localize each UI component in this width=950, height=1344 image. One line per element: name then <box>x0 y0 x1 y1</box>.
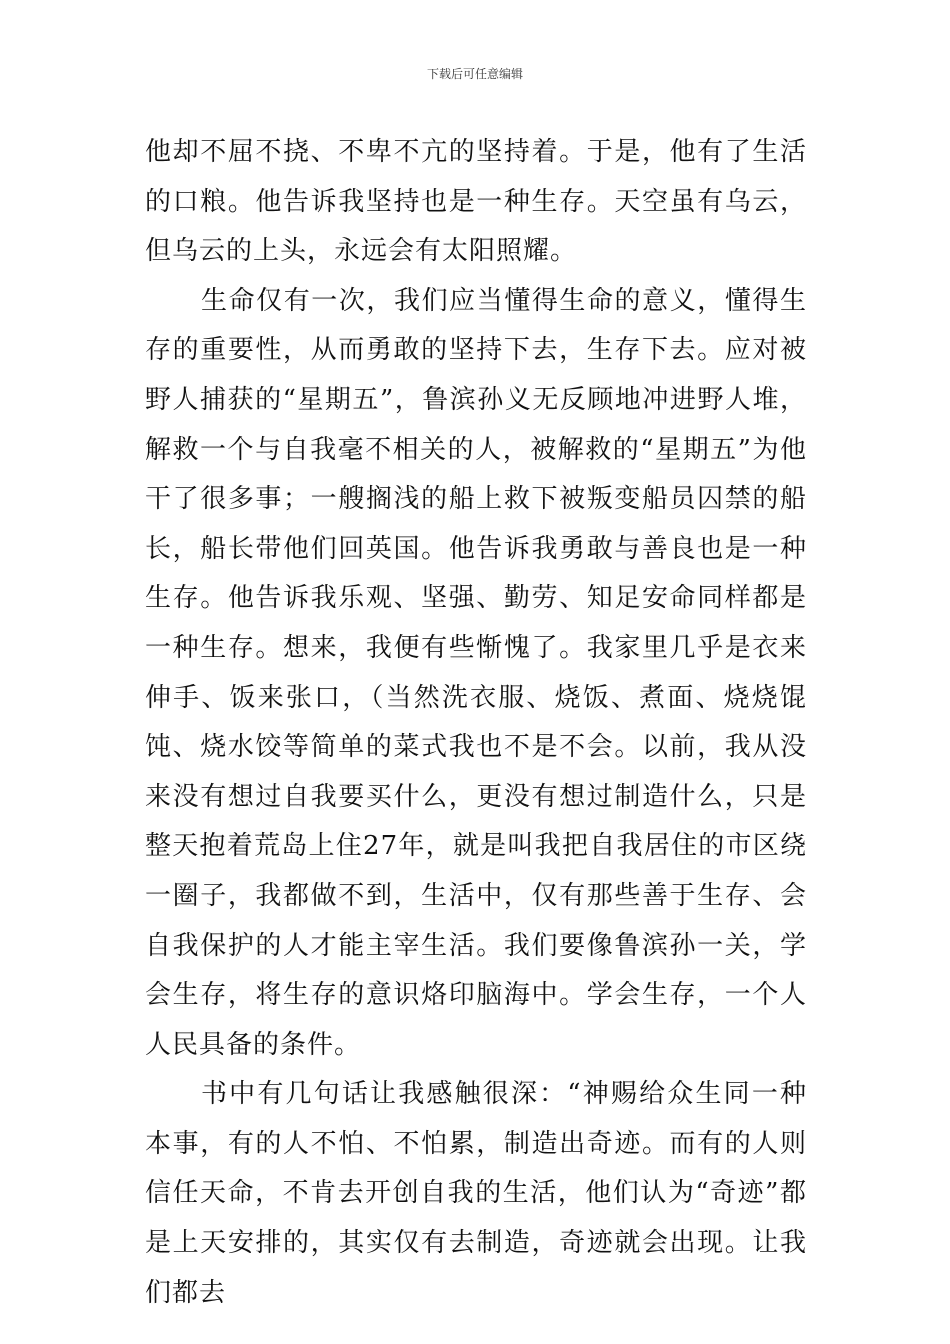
paragraph-2: 生命仅有一次，我们应当懂得生命的意义，懂得生存的重要性，从而勇敢的坚持下去，生存下去。应对被野人捕获的“星期五”，鲁滨孙义无反顾地冲进野人堆，解救一个与自我毫不相关的人，被解救的“星期五”为他干了很多事；一艘搁浅的船上救下被叛变船员囚禁的船长，船长带他们回英国。他告诉我勇敢与善良也是一种生存。他告诉我乐观、坚强、勤劳、知足安命同样都是一种生存。想来，我便有些惭愧了。我家里几乎是衣来伸手、饭来张口，（当然洗衣服、烧饭、煮面、烧烧馄饨、烧水饺等简单的菜式我也不是不会。以前，我从没来没有想过自我要买什么，更没有想过制造什么，只是整天抱着荒岛上住27年，就是叫我把自我居住的市区绕一圈子，我都做不到，生活中，仅有那些善于生存、会自我保护的人才能主宰生活。我们要像鲁滨孙一关，学会生存，将生存的意识烙印脑海中。学会生存，一个人人民具备的条件。 <box>145 285 807 1060</box>
page-header-note: 下载后可任意编辑 <box>426 67 523 81</box>
paragraph-3: 书中有几句话让我感触很深：“神赐给众生同一种本事，有的人不怕、不怕累，制造出奇迹。而有的人则信任天命，不肯去开创自我的生活，他们认为“奇迹”都是上天安排的，其实仅有去制造，奇迹就会出现。让我们都去 <box>145 1079 807 1308</box>
document-body <box>145 128 807 1318</box>
paragraph-1: 他却不屈不挠、不卑不亢的坚持着。于是，他有了生活的口粮。他告诉我坚持也是一种生存。天空虽有乌云，但乌云的上头，永远会有太阳照耀。 <box>145 137 807 267</box>
